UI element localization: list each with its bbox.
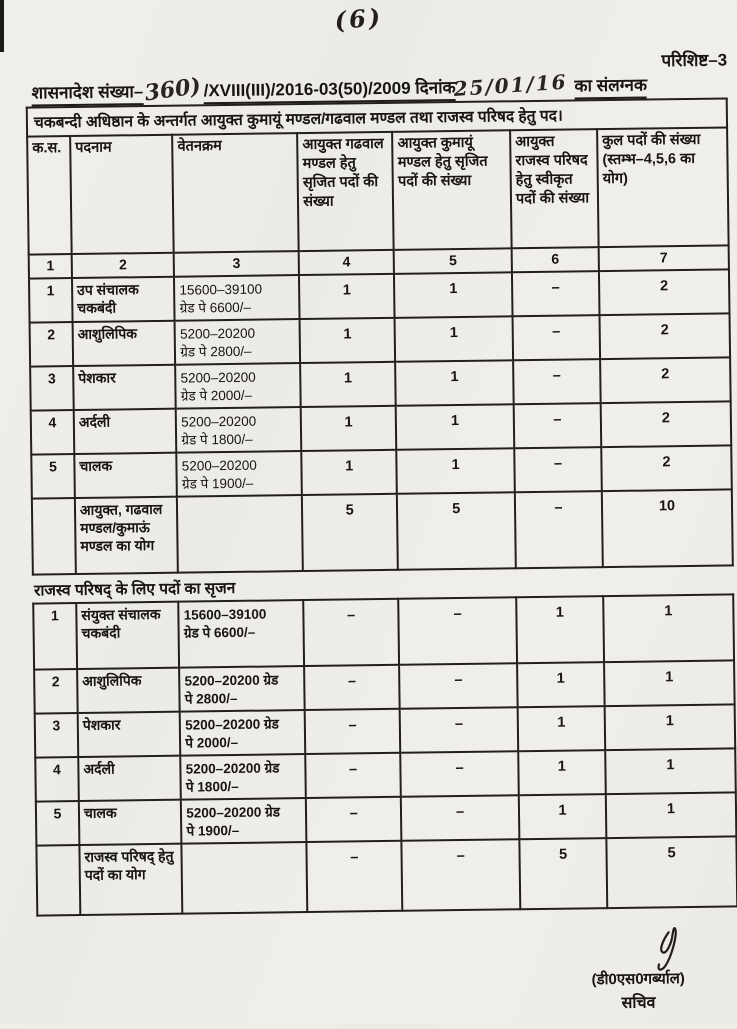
- col-header-rajaswa: आयुक्त राजस्व परिषद हेतु स्वीकृत पदों की संख्या: [510, 129, 599, 248]
- cell-garhwal: 1: [301, 406, 397, 451]
- cell-kumaon: 1: [395, 360, 513, 406]
- cell-rajaswa: –: [513, 315, 601, 360]
- cell-garhwal: –: [306, 797, 402, 842]
- pay-line1: 5200–20200 ग्रेड: [186, 804, 281, 821]
- pay-line1: 5200–20200: [181, 413, 257, 430]
- cell-total: 2: [599, 269, 730, 315]
- col-header-kumaon: आयुक्त कुमायूं मण्डल हेतु सृजित पदों की संख्या: [392, 130, 511, 250]
- cell-total: 2: [601, 445, 732, 491]
- posts-table-mandals: [26, 126, 734, 575]
- cell-total: 1: [606, 792, 737, 838]
- section2-title: राजस्व परिषद् के लिए पदों का सृजन: [33, 579, 236, 600]
- cell-kumaon: –: [399, 597, 518, 665]
- cell-kumaon-total: 5: [397, 492, 516, 570]
- total-row-label: आयुक्त, गढवाल मण्डल/कुमाऊं मण्डल का योग: [75, 497, 178, 574]
- cell-kumaon: –: [401, 751, 519, 797]
- cell-post: अर्दली: [74, 409, 177, 454]
- cell-serial: 2: [34, 669, 78, 714]
- cell-garhwal: 1: [299, 274, 395, 319]
- pay-line2: पे 2800/–: [184, 690, 238, 707]
- cell-rajaswa-total: –: [515, 491, 603, 568]
- pay-line2: ग्रेड पे 1900/–: [181, 475, 254, 492]
- cell-garhwal: –: [305, 753, 401, 798]
- cell-total: 1: [605, 748, 736, 794]
- cell-rajaswa: –: [513, 359, 601, 404]
- cell-kumaon: 1: [394, 272, 512, 318]
- col-number: 6: [512, 247, 599, 272]
- table-row: [33, 594, 734, 669]
- cell-post: आशुलिपिक: [73, 321, 176, 366]
- cell-total: 1: [604, 660, 735, 706]
- cell-serial: 1: [29, 278, 73, 323]
- cell-serial: 3: [30, 366, 74, 411]
- cell-serial: 5: [36, 801, 80, 846]
- cell-total: 1: [605, 704, 736, 750]
- col-header-post: पदनाम: [70, 135, 174, 254]
- pay-line2: पे 1800/–: [185, 778, 239, 795]
- col-header-serial: क.स.: [27, 136, 72, 255]
- total-row-label: राजस्व परिषद् हेतु पदों का योग: [79, 844, 182, 915]
- pay-line2: ग्रेड पे 6600/–: [183, 624, 256, 641]
- cell-post: संयुक्त संचालक चकबंदी: [76, 602, 179, 669]
- pay-line2: ग्रेड पे 6600/–: [179, 299, 252, 316]
- cell-rajaswa: 1: [516, 596, 604, 663]
- col-number: 1: [29, 254, 72, 279]
- cell-post: चालक: [79, 800, 182, 845]
- cell-total: 2: [600, 357, 731, 403]
- col-header-total: कुल पदों की संख्या (स्तम्भ–4,5,6 का योग): [597, 127, 729, 247]
- cell-garhwal: 1: [301, 450, 397, 495]
- cell-post: उप संचालक चकबंदी: [72, 277, 175, 322]
- cell-garhwal: –: [305, 709, 401, 754]
- tables-block: [26, 97, 737, 916]
- cell-rajaswa: –: [514, 403, 602, 448]
- page-number: (6): [333, 2, 385, 36]
- pay-line1: 5200–20200 ग्रेड: [184, 672, 279, 689]
- pay-line1: 5200–20200: [179, 325, 256, 342]
- col-number: 2: [72, 253, 175, 278]
- cell-post: आशुलिपिक: [77, 668, 180, 713]
- cell-payscale: [179, 666, 304, 712]
- table1-header-row: [27, 127, 728, 254]
- cell-post: पेशकार: [78, 712, 181, 757]
- signatory-name: (डी0एस0गर्ब्याल): [591, 970, 685, 989]
- cell-payscale: [180, 710, 305, 756]
- cell-serial: 4: [31, 410, 75, 455]
- pay-line1: 15600–39100: [179, 281, 263, 298]
- table1-total-row: [32, 489, 733, 574]
- cell-kumaon: –: [400, 707, 518, 753]
- cell-post: पेशकार: [73, 365, 176, 410]
- pay-line1: 15600–39100: [183, 606, 267, 623]
- cell-kumaon-total: –: [402, 839, 521, 911]
- handwritten-order-number: 360): [142, 73, 203, 107]
- table-caption: चकबन्दी अधिष्ठान के अन्तर्गत आयुक्त कुमायूं मण्डल/गढवाल मण्डल तथा राजस्व परिषद हेतु पद।: [26, 97, 728, 135]
- cell-rajaswa: 1: [517, 662, 605, 707]
- pay-line2: ग्रेड पे 1800/–: [181, 431, 253, 448]
- cell-garhwal: –: [304, 665, 400, 710]
- cell-payscale: [174, 275, 299, 321]
- cell-payscale: [175, 319, 300, 365]
- col-number: 4: [299, 250, 394, 275]
- handwritten-date: 25/01/16: [452, 69, 569, 101]
- cell-garhwal: 1: [300, 318, 396, 363]
- cell-payscale: [175, 363, 300, 409]
- order-line-suffix: का संलग्नक: [574, 76, 647, 100]
- cell-total: 2: [599, 313, 730, 359]
- cell-payscale-empty: [177, 495, 303, 573]
- pay-line2: पे 2000/–: [185, 734, 239, 751]
- cell-garhwal-total: –: [307, 841, 403, 912]
- cell-serial: 2: [30, 322, 74, 367]
- cell-payscale: [179, 600, 305, 668]
- pay-line2: ग्रेड पे 2000/–: [180, 387, 253, 404]
- cell-payscale: [181, 754, 306, 800]
- pay-line2: ग्रेड पे 2800/–: [180, 343, 252, 360]
- cell-rajaswa: 1: [518, 750, 606, 795]
- cell-serial: 4: [35, 757, 79, 802]
- cell-payscale: [181, 798, 306, 844]
- cell-kumaon: 1: [397, 448, 515, 494]
- cell-total: 2: [601, 401, 732, 447]
- cell-kumaon: –: [399, 663, 517, 709]
- pay-line1: 5200–20200 ग्रेड: [185, 716, 279, 733]
- signature-block: [543, 925, 734, 1013]
- col-number: 7: [599, 245, 729, 271]
- cell-serial: 5: [31, 454, 75, 499]
- scan-edge-artifact: [0, 0, 4, 52]
- cell-rajaswa: 1: [519, 794, 607, 839]
- cell-total: 1: [603, 594, 734, 662]
- col-number: 5: [394, 248, 512, 274]
- cell-payscale: [176, 407, 301, 453]
- order-line-middle: /XVIII(III)/2016-03(50)/2009 दिनांक: [204, 78, 456, 104]
- cell-rajaswa: –: [514, 447, 602, 492]
- cell-grand-total: 5: [606, 836, 737, 908]
- cell-kumaon: 1: [396, 404, 514, 450]
- cell-payscale-empty: [182, 842, 308, 914]
- cell-rajaswa: 1: [518, 706, 606, 751]
- posts-table-rajaswa-parishad: [32, 593, 737, 916]
- signatory-title: सचिव: [621, 994, 656, 1012]
- document-content: [24, 0, 737, 1029]
- pay-line1: 5200–20200: [180, 369, 256, 386]
- cell-garhwal-total: 5: [302, 494, 398, 571]
- cell-kumaon: 1: [395, 316, 513, 362]
- cell-serial: 1: [33, 603, 77, 670]
- cell-garhwal: –: [303, 599, 399, 666]
- cell-grand-total: 10: [602, 489, 733, 567]
- cell-serial: 3: [35, 713, 79, 758]
- cell-serial-empty: [32, 498, 76, 575]
- cell-post: चालक: [74, 453, 177, 498]
- pay-line2: पे 1900/–: [186, 822, 240, 839]
- col-number: 3: [174, 251, 299, 277]
- col-header-payscale: वेतनक्रम: [172, 133, 298, 253]
- cell-payscale: [177, 451, 302, 497]
- cell-rajaswa-total: 5: [519, 838, 607, 909]
- table2-total-row: [36, 836, 737, 915]
- cell-serial-empty: [36, 845, 80, 916]
- signature-scribble-icon: [639, 926, 688, 973]
- pay-line1: 5200–20200: [181, 457, 257, 474]
- appendix-label: परिशिष्ट–3: [661, 50, 728, 71]
- pay-line1: 5200–20200 ग्रेड: [185, 760, 280, 777]
- col-header-garhwal: आयुक्त गढवाल मण्डल हेतु सृजित पदों की संख्या: [297, 132, 394, 251]
- cell-post: अर्दली: [78, 756, 181, 801]
- cell-kumaon: –: [401, 795, 519, 841]
- cell-garhwal: 1: [300, 362, 396, 407]
- order-line-prefix: शासनादेश संख्या–: [31, 82, 143, 106]
- cell-rajaswa: –: [512, 271, 600, 316]
